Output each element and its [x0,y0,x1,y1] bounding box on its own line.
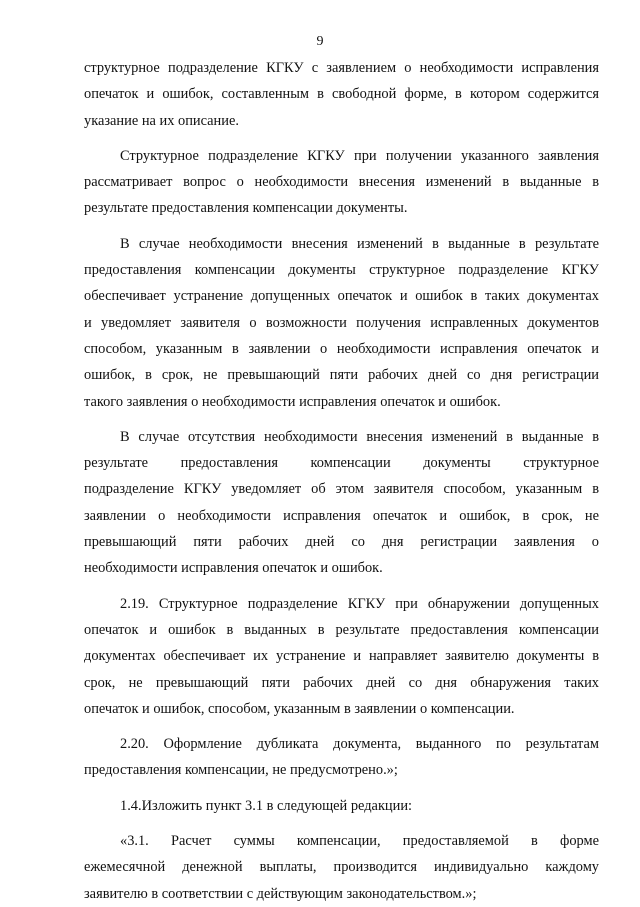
text-line: структурное подразделение КГКУ с заявлением о необходимости исправления [84,60,599,76]
text-line: результате предоставления компенсации документы структурное [84,455,599,472]
text-line: такого заявления о необходимости исправления опечаток и ошибок. [84,393,501,410]
text-line: указание на их описание. [84,112,239,129]
page-number: 9 [316,34,324,49]
text-line: 2.20. Оформление дубликата документа, выданного по результатам [120,736,599,753]
text-line: заявлении о необходимости исправления опечаток и ошибок, в срок, не [84,507,599,524]
text-line: В случае необходимости внесения изменений в выданные в результате [120,235,599,252]
text-line: Структурное подразделение КГКУ при получении указанного заявления [120,147,599,164]
text-line: предоставления компенсации документы структурное подразделение КГКУ [84,262,599,279]
text-line: ежемесячной денежной выплаты, производится индивидуально каждому [84,859,599,876]
text-line: 2.19. Структурное подразделение КГКУ при обнаружении допущенных [120,595,599,612]
text-line: В случае отсутствия необходимости внесения изменений в выданные в [120,428,599,445]
text-line: способом, указанным в заявлении о необходимости исправления опечаток и [84,340,599,357]
text-line: документах обеспечивает их устранение и направляет заявителю документы в [84,648,599,665]
text-line: и уведомляет заявителя о возможности получения исправленных документов [84,314,599,331]
text-line: опечаток и ошибок, составленным в свободной форме, в котором содержится [84,86,599,103]
text-line: заявителю в соответствии с действующим законодательством.»; [84,885,477,902]
text-line: срок, не превышающий пяти рабочих дней со дня обнаружения таких [84,674,599,691]
text-line: опечаток и ошибок, способом, указанным в заявлении о компенсации. [84,700,515,717]
text-line: ошибок, в срок, не превышающий пяти рабочих дней со дня регистрации [84,367,599,384]
text-line: 1.4.Изложить пункт 3.1 в следующей редакции: [120,797,413,814]
text-line: необходимости исправления опечаток и ошибок. [84,560,383,577]
text-line: подразделение КГКУ уведомляет об этом заявителя способом, указанным в [84,481,599,498]
text-line: превышающий пяти рабочих дней со дня регистрации заявления о [84,534,599,551]
document-body [84,55,599,907]
text-line: «3.1. Расчет суммы компенсации, предоставляемой в форме [120,833,599,850]
text-line: рассматривает вопрос о необходимости внесения изменений в выданные в [84,174,599,191]
text-line: обеспечивает устранение допущенных опечаток и ошибок в таких документах [84,288,599,305]
text-line: опечаток и ошибок в выданных в результате предоставления компенсации [84,621,599,638]
text-line: предоставления компенсации, не предусмотрено.»; [84,762,398,779]
text-line: результате предоставления компенсации документы. [84,200,408,217]
